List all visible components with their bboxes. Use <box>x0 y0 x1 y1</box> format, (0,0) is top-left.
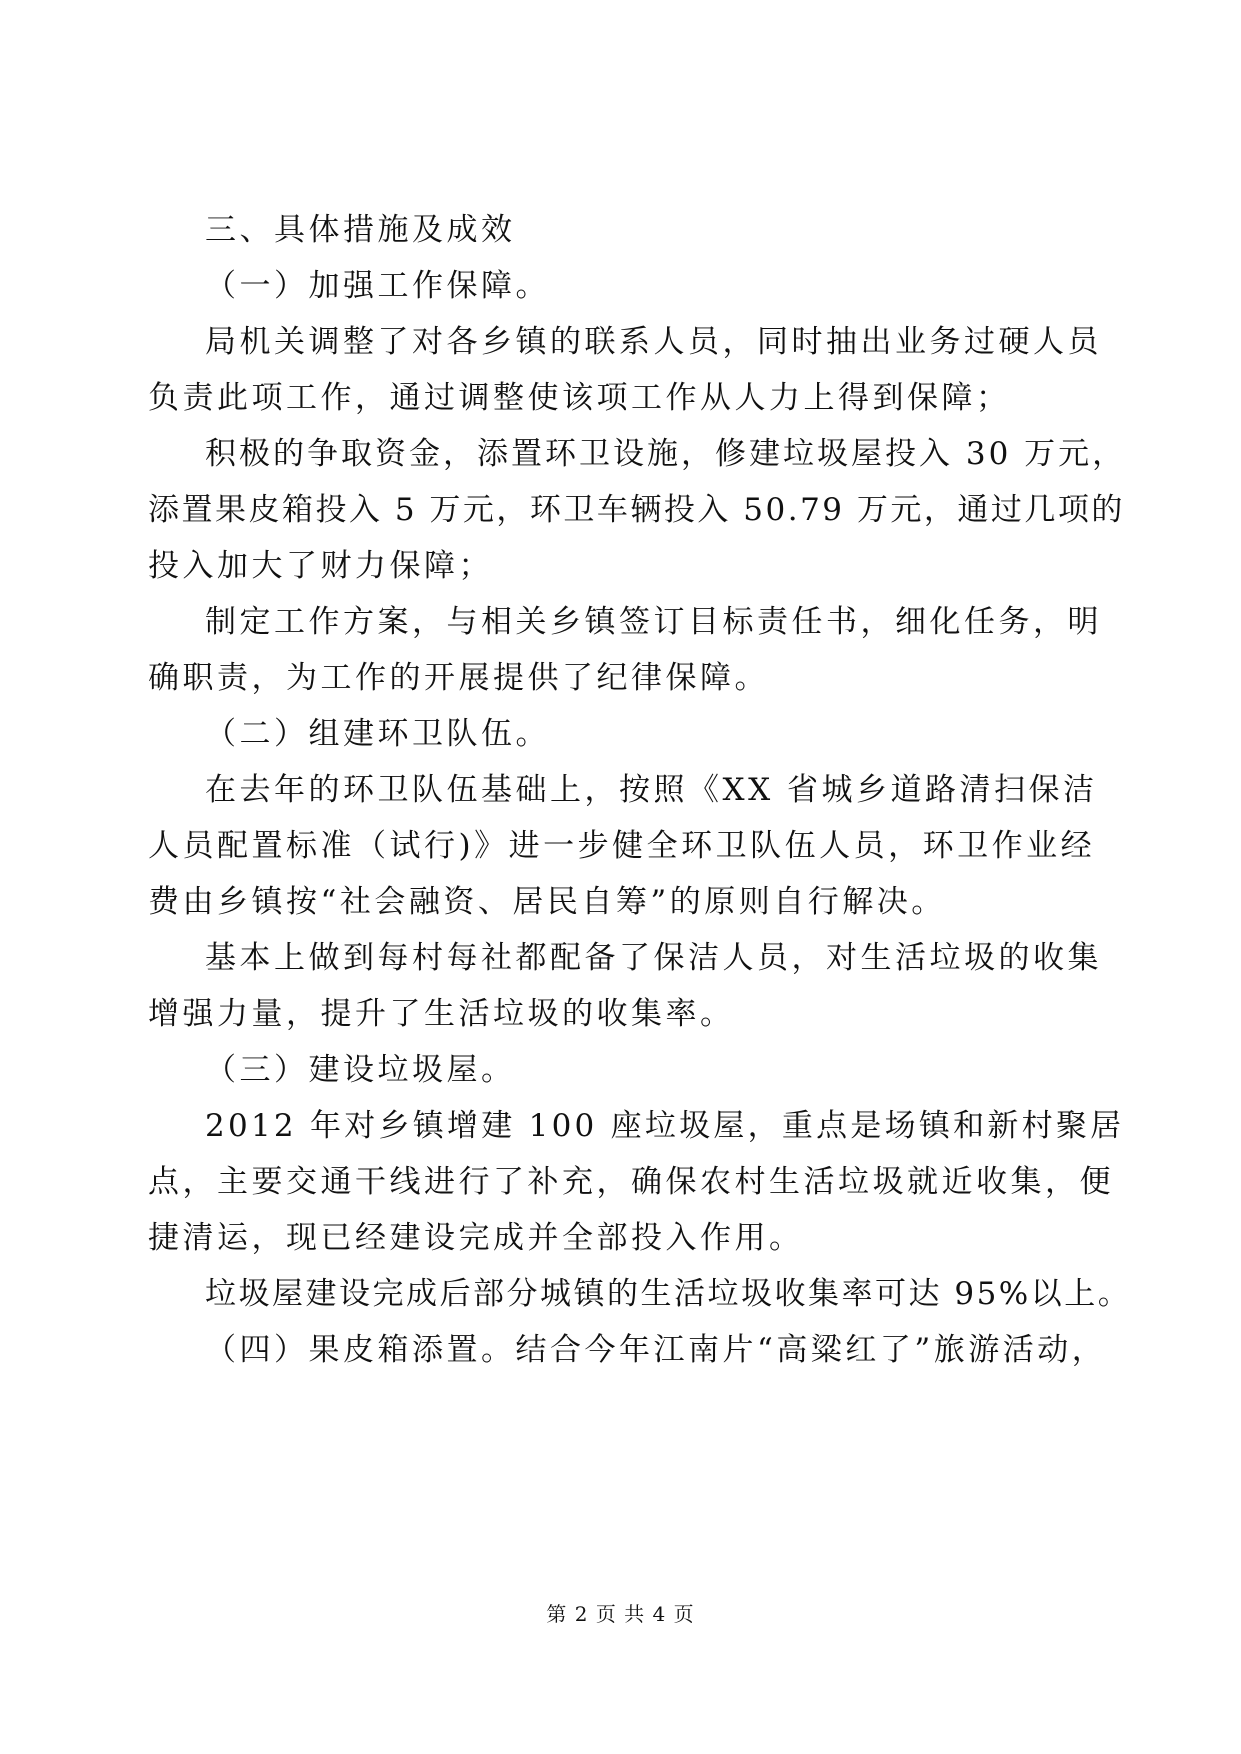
paragraph-line: 积极的争取资金，添置环卫设施，修建垃圾屋投入 30 万元， <box>205 436 1127 472</box>
paragraph-line: 在去年的环卫队伍基础上，按照《XX 省城乡道路清扫保洁 <box>205 772 1098 808</box>
paragraph-line: 2012 年对乡镇增建 100 座垃圾屋，重点是场镇和新村聚居 <box>205 1108 1125 1144</box>
paragraph-line: 捷清运，现已经建设完成并全部投入作用。 <box>148 1220 804 1256</box>
paragraph-line: 人员配置标准（试行)》进一步健全环卫队伍人员，环卫作业经 <box>148 828 1096 864</box>
paragraph-line: 制定工作方案，与相关乡镇签订目标责任书，细化任务，明 <box>205 604 1102 640</box>
paragraph-line: 确职责，为工作的开展提供了纪律保障。 <box>148 660 769 696</box>
paragraph-line: 点，主要交通干线进行了补充，确保农村生活垃圾就近收集，便 <box>148 1164 1114 1200</box>
paragraph-line: 增强力量，提升了生活垃圾的收集率。 <box>148 996 735 1032</box>
subsection-heading-3: （三）建设垃圾屋。 <box>205 1052 516 1088</box>
subsection-heading-4: （四）果皮箱添置。结合今年江南片“高粱红了”旅游活动， <box>205 1332 1107 1368</box>
subsection-heading-1: （一）加强工作保障。 <box>205 268 550 304</box>
subsection-heading-2: （二）组建环卫队伍。 <box>205 716 550 752</box>
paragraph-line: 基本上做到每村每社都配备了保洁人员，对生活垃圾的收集 <box>205 940 1102 976</box>
paragraph-line: 垃圾屋建设完成后部分城镇的生活垃圾收集率可达 95%以上。 <box>205 1276 1132 1312</box>
paragraph-line: 负责此项工作，通过调整使该项工作从人力上得到保障； <box>148 380 1011 416</box>
section-heading: 三、具体措施及成效 <box>205 212 516 248</box>
paragraph-line: 投入加大了财力保障； <box>148 548 493 584</box>
paragraph-line: 局机关调整了对各乡镇的联系人员，同时抽出业务过硬人员 <box>205 324 1102 360</box>
page-number-footer: 第 2 页 共 4 页 <box>546 1602 695 1626</box>
paragraph-line: 费由乡镇按“社会融资、居民自筹”的原则自行解决。 <box>148 884 946 920</box>
paragraph-line: 添置果皮箱投入 5 万元，环卫车辆投入 50.79 万元，通过几项的 <box>148 492 1125 528</box>
